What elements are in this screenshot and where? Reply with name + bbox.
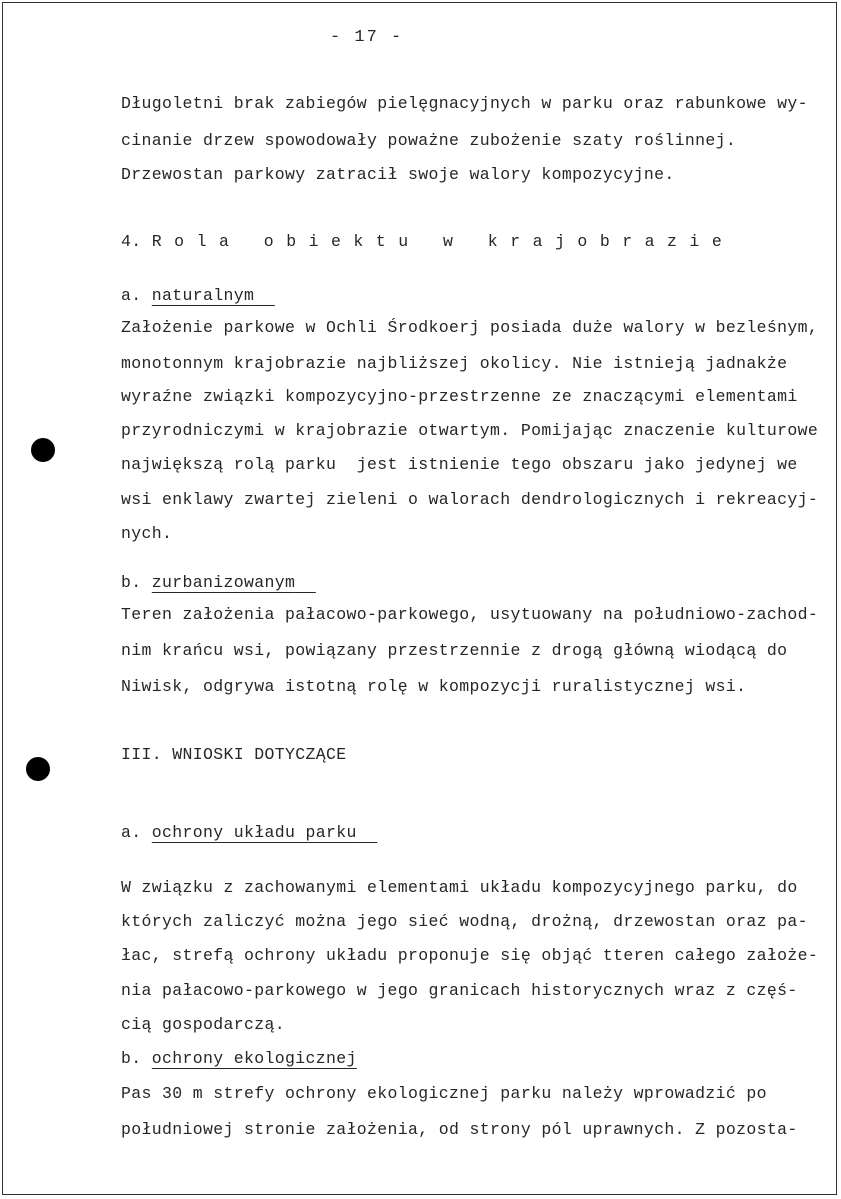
paragraph-line: W związku z zachowanymi elementami układu kompozycyjnego parku, do (121, 878, 798, 897)
paragraph-line: Założenie parkowe w Ochli Środkoerj posiada duże walory w bezleśnym, (121, 318, 819, 337)
paragraph-line: przyrodniczymi w krajobrazie otwartym. Pomijając znaczenie kulturowe (121, 421, 819, 440)
paragraph-line: nia pałacowo-parkowego w jego granicach historycznych wraz z częś- (121, 981, 798, 1000)
paragraph-line: Niwisk, odgrywa istotną rolę w kompozycji ruralistycznej wsi. (121, 677, 747, 696)
page-number: - 17 - (330, 28, 404, 47)
section-4-heading (121, 232, 734, 252)
paragraph-line: największą rolą parku jest istnienie tego obszaru jako jedynej we (121, 455, 798, 474)
section-4-title: Rola obiektu w krajobrazie (151, 232, 735, 251)
section-3-heading: III. WNIOSKI DOTYCZĄCE (121, 745, 347, 764)
subsection-3a-title: ochrony układu parku (151, 823, 357, 842)
subsection-b-heading (121, 573, 316, 593)
paragraph-line: cią gospodarczą. (121, 1015, 286, 1034)
paragraph-line: wsi enklawy zwartej zieleni o walorach dendrologicznych i rekreacyj- (121, 490, 819, 509)
subsection-3a-label: a. (121, 823, 142, 842)
subsection-a-label: a. (121, 286, 142, 305)
punch-hole-top (31, 438, 55, 462)
section-4-number: 4. (121, 232, 142, 251)
subsection-3a-heading (121, 823, 377, 843)
subsection-b-title: zurbanizowanym (151, 573, 296, 592)
paragraph-line: łac, strefą ochrony układu proponuje się objąć tteren całego założe- (121, 946, 819, 965)
paragraph-line: monotonnym krajobrazie najbliższej okolicy. Nie istnieją jadnakże (121, 354, 788, 373)
paragraph-line: nych. (121, 524, 173, 543)
subsection-3b-title: ochrony ekologicznej (151, 1049, 357, 1068)
intro-line: cinanie drzew spowodowały poważne zubożenie szaty roślinnej. (121, 131, 737, 150)
subsection-3b-heading (121, 1049, 357, 1069)
paragraph-line: Pas 30 m strefy ochrony ekologicznej parku należy wprowadzić po (121, 1084, 767, 1103)
paragraph-line: nim krańcu wsi, powiązany przestrzennie z drogą główną wiodącą do (121, 641, 788, 660)
subsection-3b-label: b. (121, 1049, 142, 1068)
subsection-a-heading (121, 286, 275, 306)
subsection-a-title: naturalnym (151, 286, 255, 305)
punch-hole-bottom (26, 757, 50, 781)
subsection-b-label: b. (121, 573, 142, 592)
intro-line: Długoletni brak zabiegów pielęgnacyjnych w parku oraz rabunkowe wy- (121, 94, 808, 113)
paragraph-line: wyraźne związki kompozycyjno-przestrzenne ze znaczącymi elementami (121, 387, 798, 406)
paragraph-line: których zaliczyć można jego sieć wodną, drożną, drzewostan oraz pa- (121, 912, 808, 931)
intro-line: Drzewostan parkowy zatracił swoje walory kompozycyjne. (121, 165, 675, 184)
paragraph-line: Teren założenia pałacowo-parkowego, usytuowany na południowo-zachod- (121, 605, 819, 624)
paragraph-line: południowej stronie założenia, od strony pól uprawnych. Z pozosta- (121, 1120, 798, 1139)
